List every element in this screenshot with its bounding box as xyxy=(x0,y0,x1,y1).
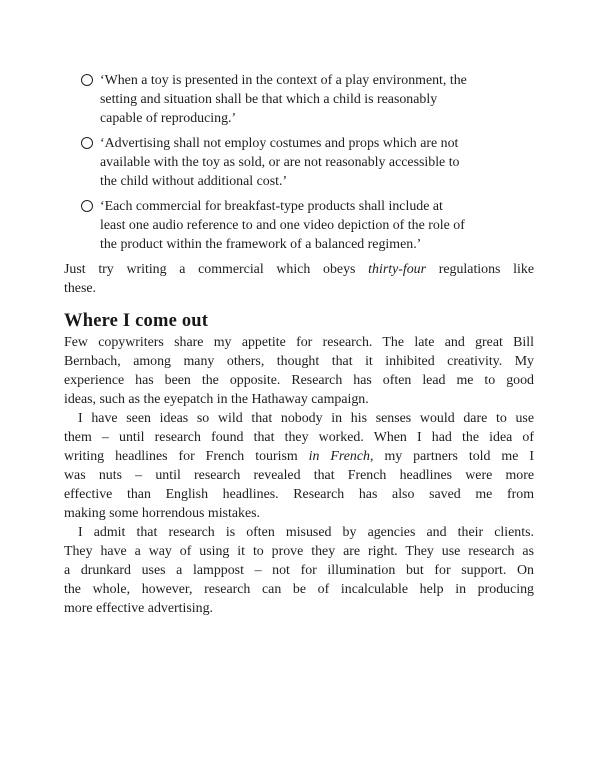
text-run: ‘Advertising shall not employ costumes and props which are not xyxy=(100,136,459,151)
text-line xyxy=(64,504,534,523)
paragraph xyxy=(64,333,534,409)
circle-bullet-icon xyxy=(81,74,93,86)
text-line xyxy=(64,409,534,428)
text-line xyxy=(64,260,534,279)
list-item xyxy=(64,134,534,191)
text-run: They have a way of using it to prove they are right. They use research as xyxy=(64,544,534,559)
text-run: least one audio reference to and one video depiction of the role of xyxy=(100,218,465,233)
text-line xyxy=(64,279,534,298)
list-item-text xyxy=(100,71,534,128)
text-line xyxy=(64,390,534,409)
text-run: these. xyxy=(64,281,97,296)
text-run: Bernbach, among many others, thought that it inhibited creativity. My xyxy=(64,354,534,369)
text-line xyxy=(64,599,534,618)
text-run: effective than English headlines. Research has also saved me from xyxy=(64,487,534,502)
text-line xyxy=(64,333,534,352)
regulations-list xyxy=(64,71,534,254)
text-line xyxy=(64,561,534,580)
text-line xyxy=(64,352,534,371)
text-line xyxy=(100,153,534,172)
list-item xyxy=(64,71,534,128)
text-line xyxy=(64,466,534,485)
text-run: the whole, however, research can be of incalculable help in producing xyxy=(64,582,534,597)
text-run: was nuts – until research revealed that French headlines were more xyxy=(64,468,534,483)
text-run: experience has been the opposite. Research has often lead me to good xyxy=(64,373,534,388)
text-line xyxy=(100,235,534,254)
text-line xyxy=(100,172,534,191)
text-run: the product within the framework of a balanced regimen.’ xyxy=(100,237,422,252)
text-run: ‘When a toy is presented in the context of a play environment, the xyxy=(100,73,467,88)
paragraph xyxy=(64,523,534,618)
text-line xyxy=(100,134,534,153)
text-run: setting and situation shall be that which a child is reasonably xyxy=(100,92,438,107)
text-run: , my partners told me I xyxy=(370,449,534,464)
text-line xyxy=(64,580,534,599)
italic-text: thirty-four xyxy=(368,262,427,277)
list-item xyxy=(64,197,534,254)
text-run: a drunkard uses a lamppost – not for illumination but for support. On xyxy=(64,563,534,578)
text-line xyxy=(64,447,534,466)
text-run: making some horrendous mistakes. xyxy=(64,506,260,521)
circle-bullet-icon xyxy=(81,137,93,149)
text-run: regulations like xyxy=(426,262,534,277)
text-run: them – until research found that they worked. When I had the idea of xyxy=(64,430,534,445)
text-run: I have seen ideas so wild that nobody in his senses would dare to use xyxy=(78,411,534,426)
text-run: more effective advertising. xyxy=(64,601,214,616)
list-item-text xyxy=(100,197,534,254)
text-run: ‘Each commercial for breakfast-type products shall include at xyxy=(100,199,443,214)
text-line xyxy=(100,109,534,128)
intro-paragraph xyxy=(64,260,534,298)
paragraph xyxy=(64,409,534,523)
text-line xyxy=(64,542,534,561)
text-line xyxy=(100,197,534,216)
text-run: capable of reproducing.’ xyxy=(100,111,237,126)
text-line xyxy=(100,90,534,109)
text-line xyxy=(64,371,534,390)
text-run: the child without additional cost.’ xyxy=(100,174,288,189)
text-run: I admit that research is often misused by agencies and their clients. xyxy=(78,525,534,540)
text-run: Just try writing a commercial which obeys xyxy=(64,262,369,277)
text-line xyxy=(100,71,534,90)
text-line xyxy=(64,523,534,542)
italic-text: in French xyxy=(308,449,370,464)
text-run: writing headlines for French tourism xyxy=(64,449,309,464)
text-line xyxy=(64,428,534,447)
list-item-text xyxy=(100,134,534,191)
circle-bullet-icon xyxy=(81,200,93,212)
text-run: available with the toy as sold, or are not reasonably accessible to xyxy=(100,155,460,170)
section-heading: Where I come out xyxy=(64,311,209,331)
body-text xyxy=(64,333,534,618)
text-line xyxy=(64,485,534,504)
text-line xyxy=(100,216,534,235)
text-run: ideas, such as the eyepatch in the Hathaway campaign. xyxy=(64,392,369,407)
text-run: Few copywriters share my appetite for research. The late and great Bill xyxy=(64,335,534,350)
